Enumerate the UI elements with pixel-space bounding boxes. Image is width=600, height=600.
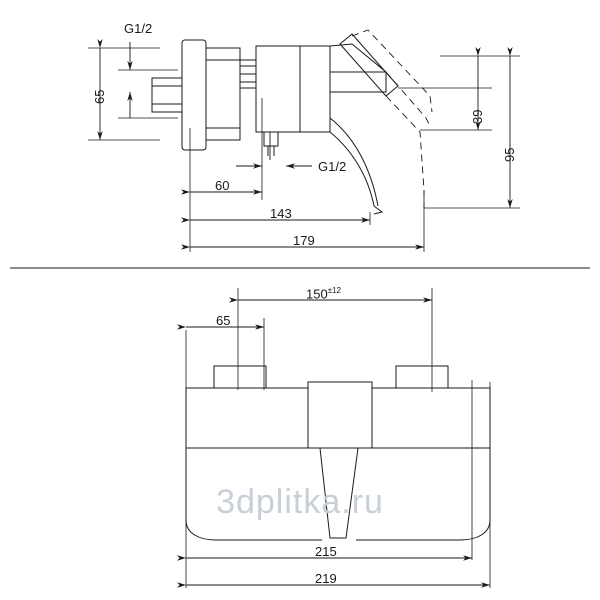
dim-label-219: 219	[315, 571, 337, 586]
side-view-extension-lines	[88, 48, 520, 252]
dim-label-143: 143	[270, 206, 292, 221]
dim-label-39: 39	[470, 109, 485, 124]
dim-label-150-tolerance: ±12	[327, 286, 341, 295]
watermark-text: 3dplitka.ru	[216, 483, 384, 521]
dim-label-179: 179	[293, 233, 315, 248]
dim-label-g12-top: G1/2	[124, 21, 153, 36]
dim-label-65-front: 65	[216, 313, 231, 328]
dim-label-150-value: 150	[306, 286, 328, 302]
dim-label-95: 95	[502, 147, 517, 162]
side-view-product-outline	[152, 34, 398, 214]
front-view-product-outline	[186, 366, 490, 540]
dim-label-60: 60	[215, 178, 230, 193]
front-view-dimension-lines	[186, 300, 490, 585]
lever-alternate-position-dashed	[352, 30, 432, 208]
side-view-dimension-lines	[100, 42, 510, 247]
dim-label-g12-mid: G1/2	[318, 159, 347, 174]
front-view-extension-lines	[186, 288, 490, 588]
dim-label-215: 215	[315, 544, 337, 559]
dim-label-150	[306, 286, 341, 301]
dim-label-65-height: 65	[92, 89, 107, 104]
